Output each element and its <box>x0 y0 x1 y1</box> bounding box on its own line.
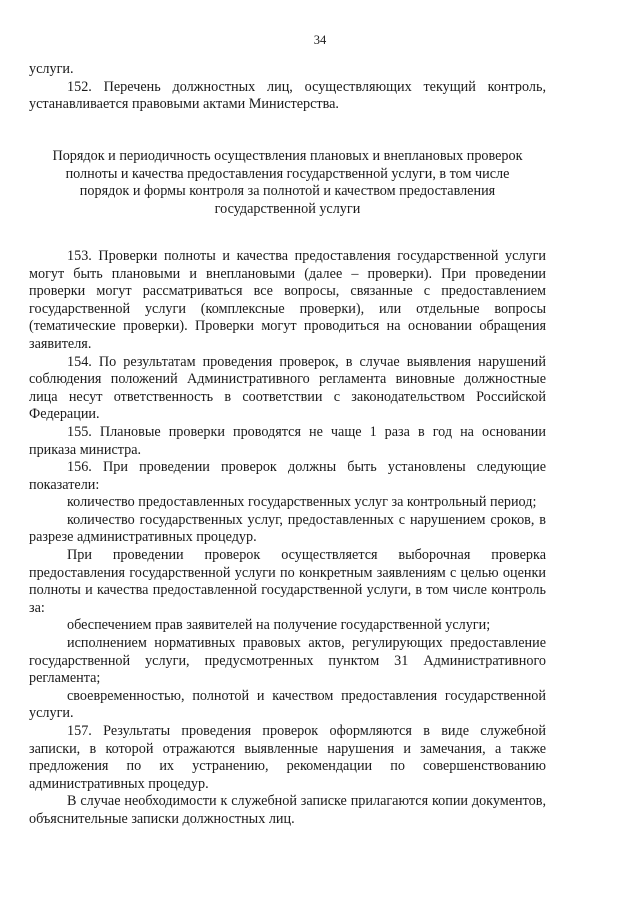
paragraph-156-item-1: количество предоставленных государственных услуг за контрольный период; <box>67 494 537 511</box>
section-heading <box>29 148 546 219</box>
section-heading-line: государственной услуги <box>214 201 361 218</box>
paragraph-155: 155. Плановые проверки проводятся не чаще 1 раза в год на основании приказа министра. <box>29 423 546 458</box>
paragraph-152: 152. Перечень должностных лиц, осуществляющих текущий контроль, устанавливается правовыми актами Министерства. <box>29 78 546 113</box>
paragraph-156-item-2: количество государственных услуг, предоставленных с нарушением сроков, в разрезе административных процедур. <box>29 511 546 546</box>
paragraph-attachments: В случае необходимости к служебной записке прилагаются копии документов, объяснительные записки должностных лиц. <box>29 793 546 827</box>
paragraph-selective-check: При проведении проверок осуществляется выборочная проверка предоставления государственной услуги по конкретным заявлениям с целью оценки полноты и качества предоставленной государственной услуги, в том числе контроль за: <box>29 547 546 616</box>
paragraph-control-item-2: исполнением нормативных правовых актов, регулирующих предоставление государственной услуги, предусмотренных пунктом 31 Административного регламента; <box>29 635 546 687</box>
paragraph-continuation: услуги. <box>29 61 74 77</box>
paragraph-153: 153. Проверки полноты и качества предоставления государственной услуги могут быть плановыми и внеплановыми (далее – проверки). При проведении проверки могут рассматриваться все вопросы, связанные с предоставлением государственной услуги (комплексные проверки), или отдельные вопросы (тематические проверки). Проверки могут проводиться на основании обращения заявителя. <box>29 247 546 352</box>
page-number: 34 <box>313 33 327 47</box>
paragraph-control-item-3: своевременностью, полнотой и качеством предоставления государственной услуги. <box>29 687 546 722</box>
paragraph-154: 154. По результатам проведения проверок, в случае выявления нарушений соблюдения положений Административного регламента виновные должностные лица несут ответственность в соответствии с законодательством Российской Федерации. <box>29 353 546 423</box>
section-heading-line: Порядок и периодичность осуществления плановых и внеплановых проверок <box>52 147 523 164</box>
section-heading-line: полноты и качества предоставления государственной услуги, в том числе <box>65 165 510 182</box>
paragraph-157: 157. Результаты проведения проверок оформляются в виде служебной записки, в которой отражаются выявленные нарушения и замечания, а также предложения по их устранению, рекомендации по совершенствованию административных процедур. <box>29 723 546 792</box>
paragraph-control-item-1: обеспечением прав заявителей на получение государственной услуги; <box>67 617 491 634</box>
paragraph-156: 156. При проведении проверок должны быть установлены следующие показатели: <box>29 459 546 493</box>
section-heading-line: порядок и формы контроля за полнотой и качеством предоставления <box>79 183 496 200</box>
document-body <box>29 61 546 829</box>
